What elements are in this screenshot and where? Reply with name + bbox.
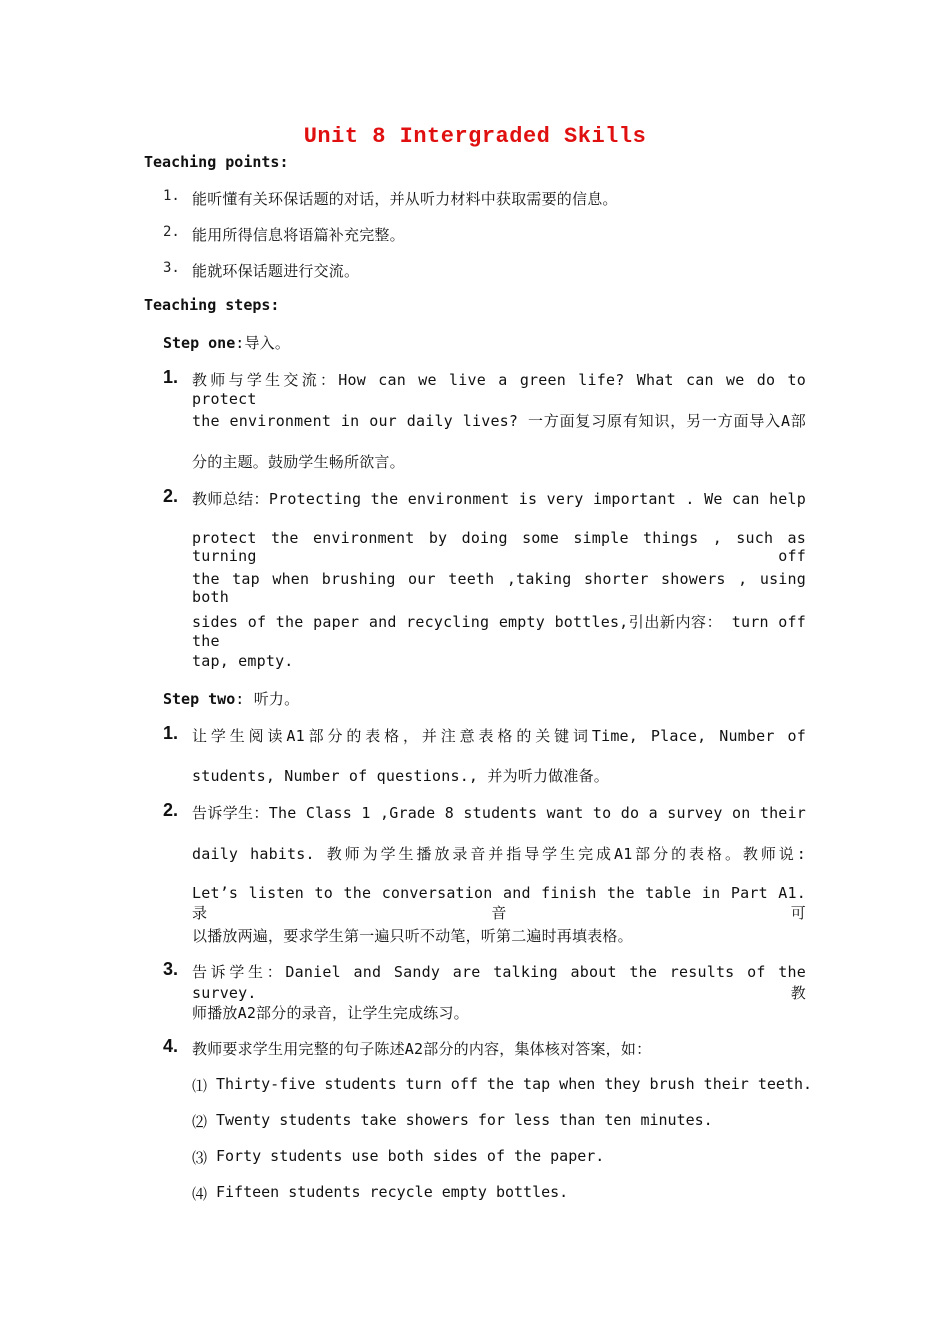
- step-item-number: 4.: [163, 1036, 179, 1056]
- step-item-line: 师播放A2部分的录音，让学生完成练习。: [192, 1004, 469, 1022]
- answer-text: Forty students use both sides of the paper.: [216, 1147, 605, 1165]
- step-item-number: 1.: [163, 723, 179, 743]
- step-item-line: 告诉学生：The Class 1 ,Grade 8 students want to do a survey on their: [192, 804, 806, 822]
- step-item-line: 教师要求学生用完整的句子陈述A2部分的内容，集体核对答案，如：: [192, 1040, 652, 1058]
- step-item-line: 教师总结：Protecting the environment is very important . We can help: [192, 490, 806, 508]
- teaching-point-text: 能用所得信息将语篇补充完整。: [192, 226, 405, 244]
- step-item-line: daily habits. 教师为学生播放录音并指导学生完成A1部分的表格。教师说:: [192, 845, 806, 863]
- step-item-line: tap, empty.: [192, 652, 294, 670]
- step-item-line: the tap when brushing our teeth ,taking shorter showers , using both: [192, 570, 806, 606]
- teaching-point-number: 3.: [163, 260, 180, 276]
- step-item-number: 2.: [163, 486, 179, 506]
- teaching-point-number: 1.: [163, 188, 180, 204]
- step-item-line: 让学生阅读A1部分的表格，并注意表格的关键词Time, Place, Number of: [192, 727, 806, 745]
- answer-number: ⑶: [192, 1149, 208, 1167]
- teaching-points-heading: Teaching points:: [144, 153, 289, 171]
- step-two-heading: [163, 688, 299, 709]
- step-item-line: the environment in our daily lives? 一方面复习原有知识，另一方面导入A部: [192, 412, 806, 430]
- answer-number: ⑵: [192, 1113, 208, 1131]
- step-item-line: sides of the paper and recycling empty bottles,引出新内容： turn off the: [192, 613, 806, 650]
- step-item-line: 教师与学生交流：How can we live a green life? What can we do to protect: [192, 371, 806, 408]
- step-item-line: students, Number of questions., 并为听力做准备。: [192, 767, 609, 785]
- teaching-point-text: 能就环保话题进行交流。: [192, 262, 360, 280]
- answer-text: Thirty-five students turn off the tap when they brush their teeth.: [216, 1075, 813, 1093]
- step-one-heading: [163, 332, 290, 353]
- step-two-suffix: : 听力。: [235, 690, 300, 708]
- step-one-label: Step one: [163, 334, 236, 352]
- step-item-number: 3.: [163, 959, 179, 979]
- teaching-steps-heading: Teaching steps:: [144, 296, 280, 314]
- answer-number: ⑷: [192, 1185, 208, 1203]
- step-item-number: 2.: [163, 800, 179, 820]
- step-item-line: Let’s listen to the conversation and finish the table in Part A1.录音可: [192, 884, 806, 922]
- teaching-point-text: 能听懂有关环保话题的对话，并从听力材料中获取需要的信息。: [192, 190, 618, 208]
- teaching-point-number: 2.: [163, 224, 180, 240]
- step-item-line: protect the environment by doing some simple things , such as turning off: [192, 529, 806, 565]
- page-title: Unit 8 Intergraded Skills: [303, 124, 647, 149]
- step-item-line: 以播放两遍，要求学生第一遍只听不动笔，听第二遍时再填表格。: [192, 927, 633, 945]
- answer-text: Twenty students take showers for less than ten minutes.: [216, 1111, 713, 1129]
- step-one-suffix: :导入。: [235, 334, 291, 352]
- step-item-number: 1.: [163, 367, 179, 387]
- answer-text: Fifteen students recycle empty bottles.: [216, 1183, 569, 1201]
- step-two-label: Step two: [163, 690, 236, 708]
- answer-number: ⑴: [192, 1077, 208, 1095]
- step-item-line: 分的主题。鼓励学生畅所欲言。: [192, 453, 405, 471]
- step-item-line: 告诉学生：Daniel and Sandy are talking about the results of the survey.教: [192, 963, 806, 1002]
